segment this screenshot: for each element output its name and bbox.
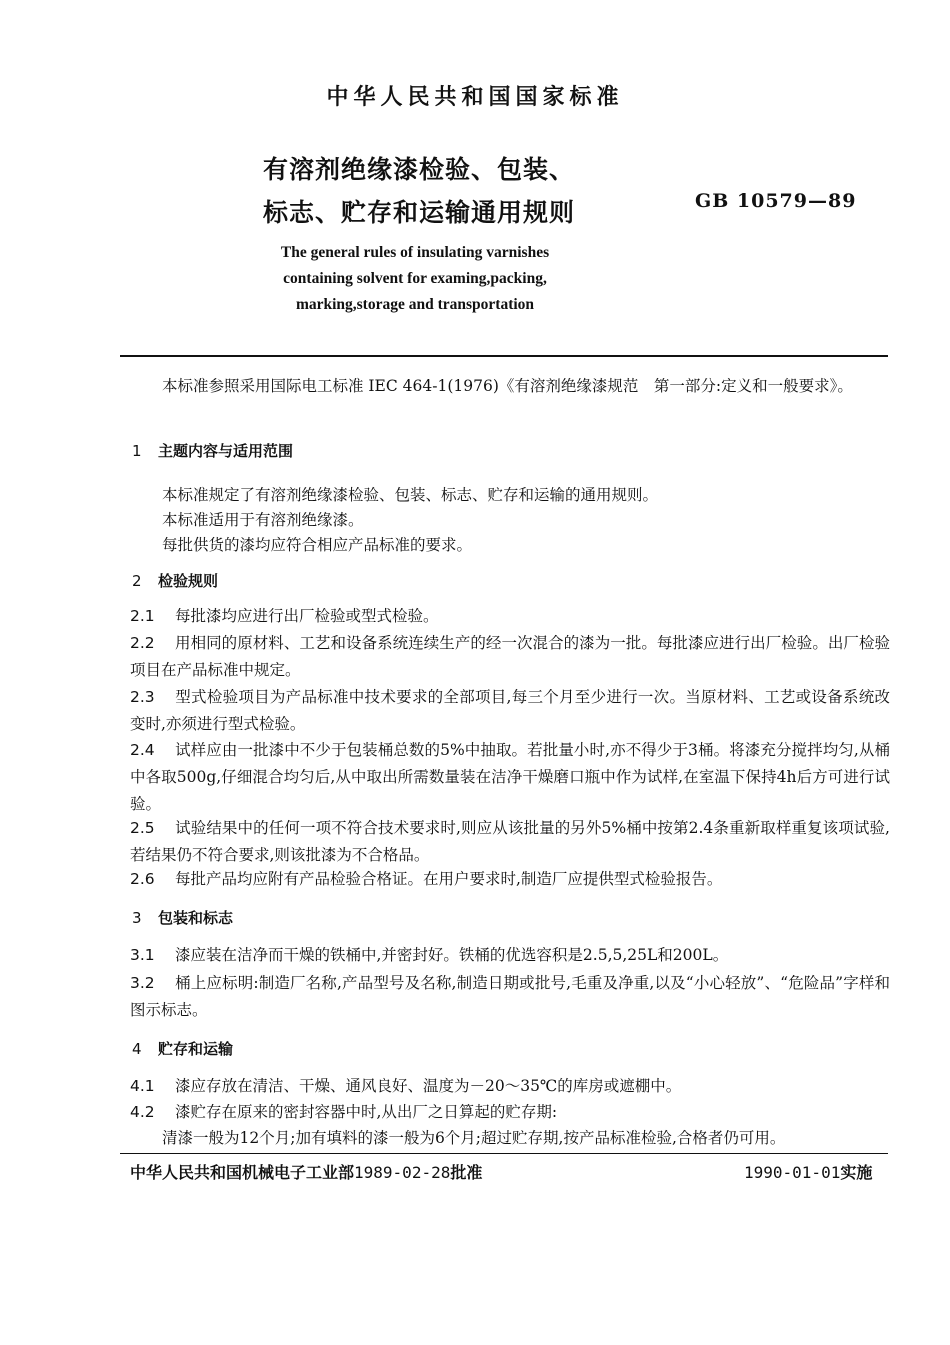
clause-3-1 [130, 942, 890, 969]
clause-text: 用相同的原材料、工艺和设备系统连续生产的经一次混合的漆为一批。每批漆应进行出厂检验。出厂检验项目在产品标准中规定。 [130, 634, 890, 679]
section-1-paragraph: 本标准适用于有溶剂绝缘漆。 [162, 511, 364, 529]
effective-suffix: 实施 [840, 1163, 873, 1182]
section-4-heading [132, 1038, 233, 1059]
clause-text: 每批漆均应进行出厂检验或型式检验。 [175, 607, 439, 625]
title-en-line2: containing solvent for examing,packing, [283, 270, 547, 287]
clause-4-2-continuation: 清漆一般为12个月;加有填料的漆一般为6个月;超过贮存期,按产品标准检验,合格者仍可用。 [162, 1129, 786, 1147]
clause-number: 4.2 [130, 1103, 155, 1121]
clause-number: 2.5 [130, 819, 155, 837]
clause-3-2 [130, 970, 890, 1024]
clause-number: 3.1 [130, 946, 155, 964]
title-en-line3: marking,storage and transportation [295, 296, 535, 313]
section-title: 检验规则 [158, 572, 219, 590]
clause-4-2 [130, 1099, 890, 1126]
clause-number: 2.4 [130, 741, 155, 759]
clause-text: 桶上应标明:制造厂名称,产品型号及名称,制造日期或批号,毛重及净重,以及“小心轻放”、“危险品”字样和图示标志。 [130, 974, 890, 1019]
clause-text: 每批产品均应附有产品检验合格证。在用户要求时,制造厂应提供型式检验报告。 [175, 870, 723, 888]
clause-text: 漆应存放在清洁、干燥、通风良好、温度为－20～35℃的库房或遮棚中。 [175, 1077, 682, 1095]
clause-number: 2.1 [130, 607, 155, 625]
approval-suffix: 批准 [450, 1163, 483, 1182]
clause-text: 漆贮存在原来的密封容器中时,从出厂之日算起的贮存期: [175, 1103, 558, 1121]
section-1-paragraph: 每批供货的漆均应符合相应产品标准的要求。 [162, 536, 473, 554]
section-number: 1 [132, 442, 142, 460]
clause-text: 漆应装在洁净而干燥的铁桶中,并密封好。铁桶的优选容积是2.5,5,25L和200L。 [175, 946, 729, 964]
clause-text: 试样应由一批漆中不少于包装桶总数的5%中抽取。若批量小时,亦不得少于3桶。将漆充分搅拌均匀,从桶中各取500g,仔细混合均匀后,从中取出所需数量装在洁净干燥磨口瓶中作为试样,在室温下保持4h后方可进行试验。 [130, 741, 890, 813]
approver: 中华人民共和国机械电子工业部 [130, 1163, 355, 1182]
section-number: 4 [132, 1040, 142, 1058]
section-3-heading [132, 907, 233, 928]
clause-number: 2.6 [130, 870, 155, 888]
header-rule [120, 355, 888, 357]
effective-line [744, 1160, 872, 1183]
clause-4-1 [130, 1073, 890, 1100]
footer-rule [120, 1153, 888, 1154]
title-cn-line2: 标志、贮存和运输通用规则 [263, 198, 576, 227]
title-en-line1: The general rules of insulating varnishes [280, 244, 550, 261]
section-2-heading [132, 570, 218, 591]
section-title: 贮存和运输 [158, 1040, 234, 1058]
clause-2-3 [130, 684, 890, 738]
intro-paragraph: 本标准参照采用国际电工标准 IEC 464-1(1976)《有溶剂绝缘漆规范 第一部分:定义和一般要求》。 [162, 377, 853, 395]
clause-2-4 [130, 737, 890, 818]
section-title: 主题内容与适用范围 [158, 442, 294, 460]
clause-number: 2.2 [130, 634, 155, 652]
clause-text: 型式检验项目为产品标准中技术要求的全部项目,每三个月至少进行一次。当原材料、工艺或设备系统改变时,亦须进行型式检验。 [130, 688, 890, 733]
title-cn-line1: 有溶剂绝缘漆检验、包装、 [263, 155, 576, 184]
section-number: 2 [132, 572, 142, 590]
clause-2-5 [130, 815, 890, 869]
national-standard-banner: 中华人民共和国国家标准 [326, 85, 624, 110]
clause-2-1 [130, 603, 890, 630]
approval-date: 1989-02-28 [354, 1163, 451, 1182]
clause-number: 4.1 [130, 1077, 155, 1095]
section-title: 包装和标志 [158, 909, 234, 927]
clause-2-2 [130, 630, 890, 684]
clause-number: 2.3 [130, 688, 155, 706]
clause-number: 3.2 [130, 974, 155, 992]
section-number: 3 [132, 909, 142, 927]
section-1-paragraph: 本标准规定了有溶剂绝缘漆检验、包装、标志、贮存和运输的通用规则。 [162, 486, 659, 504]
clause-text: 试验结果中的任何一项不符合技术要求时,则应从该批量的另外5%桶中按第2.4条重新取样重复该项试验,若结果仍不符合要求,则该批漆为不合格品。 [130, 819, 890, 864]
clause-2-6 [130, 866, 890, 893]
section-1-heading [132, 440, 293, 461]
standard-code: GB 10579—89 [695, 190, 857, 212]
approval-line [130, 1160, 482, 1183]
effective-date: 1990-01-01 [744, 1163, 841, 1182]
